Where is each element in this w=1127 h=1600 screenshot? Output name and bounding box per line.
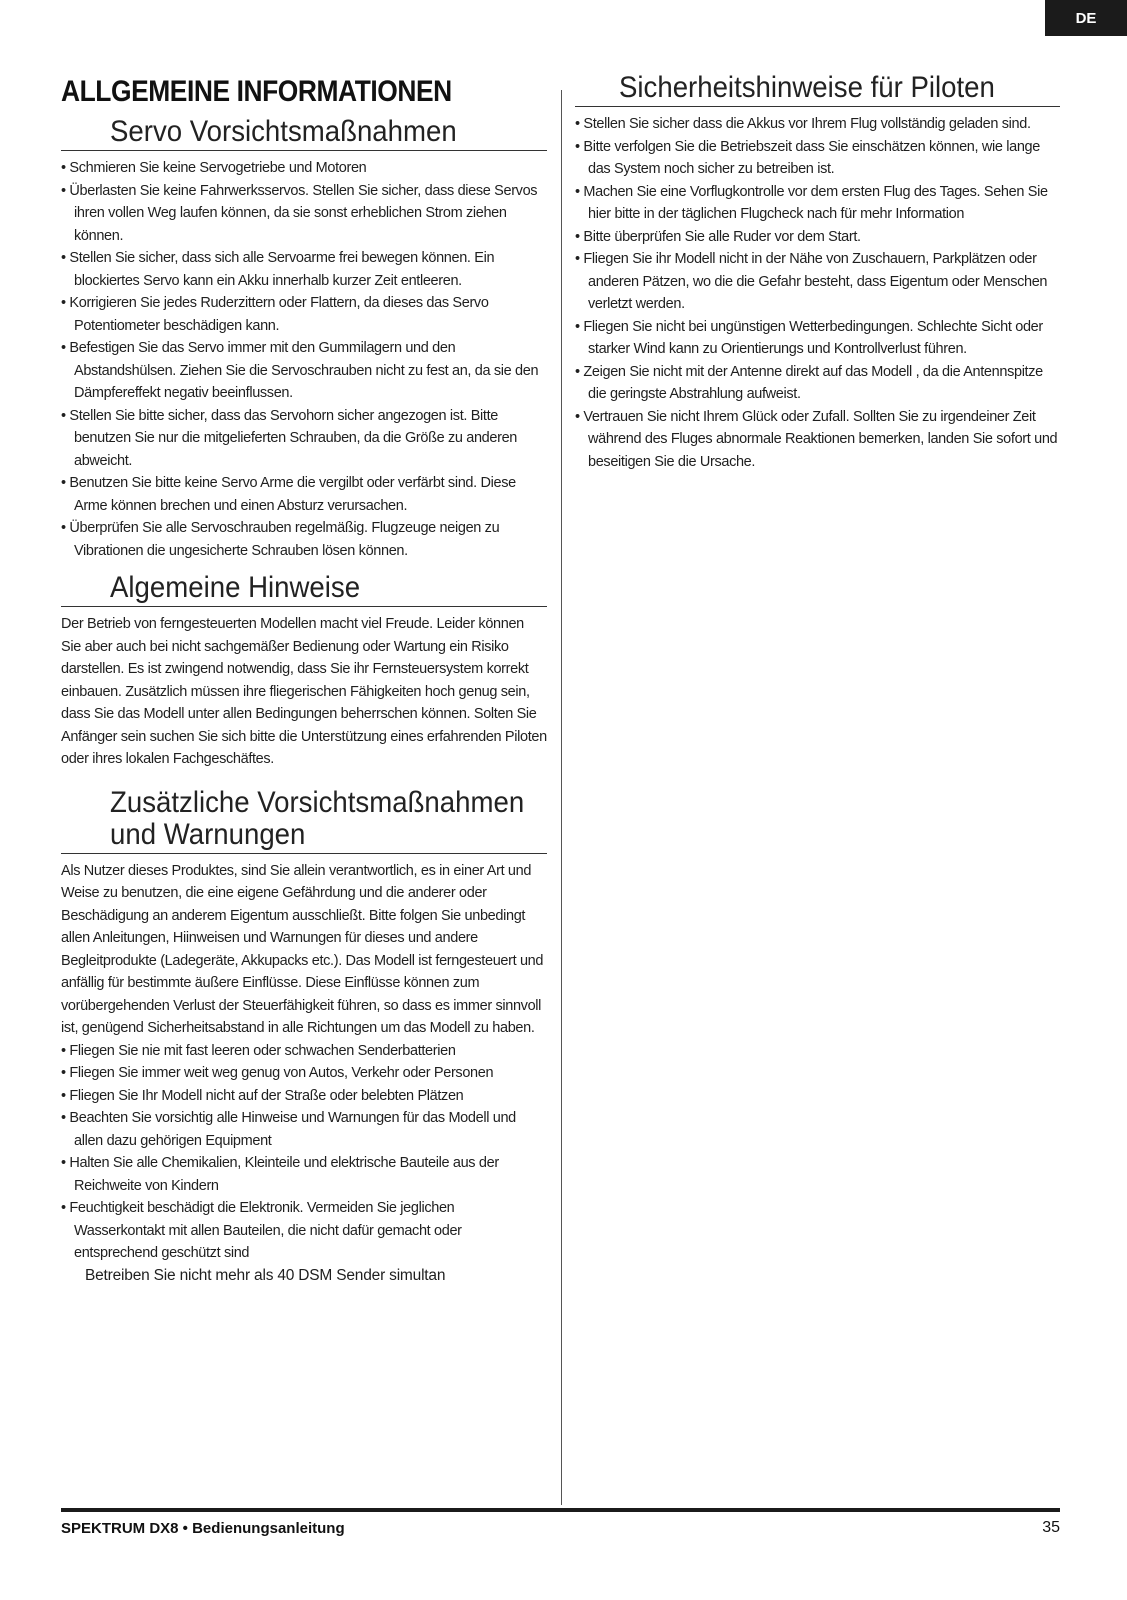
list-item: • Fliegen Sie immer weit weg genug von Autos, Verkehr oder Personen xyxy=(61,1062,547,1085)
pilots-section-title: Sicherheitshinweise für Piloten xyxy=(575,72,1060,107)
list-item: • Beachten Sie vorsichtig alle Hinweise und Warnungen für das Modell und allen dazu gehörigen Equipment xyxy=(61,1107,547,1152)
servo-list xyxy=(61,157,547,562)
general-section-title: Algemeine Hinweise xyxy=(61,572,547,607)
right-column xyxy=(575,72,1060,473)
footer-title: SPEKTRUM DX8 • Bedienungsanleitung xyxy=(61,1520,345,1537)
list-item: • Zeigen Sie nicht mit der Antenne direkt auf das Modell , da die Antennspitze die geringste Abstrahlung aufweist. xyxy=(575,361,1060,406)
additional-list xyxy=(61,1040,547,1265)
footer-rule xyxy=(61,1508,1060,1512)
list-item: • Stellen Sie bitte sicher, dass das Servohorn sicher angezogen ist. Bitte benutzen Sie nur die mitgelieferten Schrauben, da die Größe zu anderen abweicht. xyxy=(61,405,547,473)
list-item: • Feuchtigkeit beschädigt die Elektronik. Vermeiden Sie jeglichen Wasserkontakt mit allen Bauteilen, die nicht dafür gemacht oder entsprechend geschützt sind xyxy=(61,1197,547,1265)
list-item: • Bitte verfolgen Sie die Betriebszeit dass Sie einschätzen können, wie lange das System noch sicher zu betreiben ist. xyxy=(575,136,1060,181)
dsm-note: Betreiben Sie nicht mehr als 40 DSM Sender simultan xyxy=(85,1266,446,1284)
list-item: • Schmieren Sie keine Servogetriebe und Motoren xyxy=(61,157,547,180)
list-item: • Überprüfen Sie alle Servoschrauben regelmäßig. Flugzeuge neigen zu Vibrationen die ungesicherte Schrauben lösen können. xyxy=(61,517,547,562)
pilots-list xyxy=(575,113,1060,473)
language-tab: DE xyxy=(1045,0,1127,36)
column-divider xyxy=(561,90,562,1505)
additional-paragraph: Als Nutzer dieses Produktes, sind Sie allein verantwortlich, es in einer Art und Weise zu benutzen, die eine eigene Gefährdung und die anderer oder Beschädigung an anderem Eigentum ausschließt. Bitte folgen Sie unbedingt allen Anleitungen, Hiinweisen und Warnungen für dieses und andere Begleitprodukte (Ladegeräte, Akkupacks etc.). Das Modell ist ferngesteuert und anfällig für bestimmte äußere Einflüsse. Diese Einflüsse können zum vorübergehenden Verlust der Steuerfähigkeit führen, so dass es immer sinnvoll ist, genügend Sicherheitsabstand in alle Richtungen um das Modell zu haben. xyxy=(61,862,544,1036)
general-paragraph: Der Betrieb von ferngesteuerten Modellen macht viel Freude. Leider können Sie aber auch bei nicht sachgemäßer Bedienung oder Wartung ein Risiko darstellen. Es ist zwingend notwendig, dass Sie ihr Fernsteuersystem korrekt einbauen. Zusätzlich müssen ihre fliegerischen Fähigkeiten hoch genug sein, dass Sie das Modell unter allen Bedingungen beherrschen können. Solten Sie Anfänger sein suchen Sie sich bitte die Unterstützung eines erfahrenden Piloten oder ihres lokalen Fachgeschäftes. xyxy=(61,616,547,767)
list-item: • Bitte überprüfen Sie alle Ruder vor dem Start. xyxy=(575,226,1060,249)
list-item: • Stellen Sie sicher dass die Akkus vor Ihrem Flug vollständig geladen sind. xyxy=(575,113,1060,136)
list-item: • Halten Sie alle Chemikalien, Kleinteile und elektrische Bauteile aus der Reichweite von Kindern xyxy=(61,1152,547,1197)
list-item: • Benutzen Sie bitte keine Servo Arme die vergilbt oder verfärbt sind. Diese Arme können brechen und einen Absturz verursachen. xyxy=(61,472,547,517)
list-item: • Machen Sie eine Vorflugkontrolle vor dem ersten Flug des Tages. Sehen Sie hier bitte in der täglichen Flugcheck nach für mehr Information xyxy=(575,181,1060,226)
list-item: • Fliegen Sie nie mit fast leeren oder schwachen Senderbatterien xyxy=(61,1040,547,1063)
list-item: • Fliegen Sie Ihr Modell nicht auf der Straße oder belebten Plätzen xyxy=(61,1085,547,1108)
list-item: • Korrigieren Sie jedes Ruderzittern oder Flattern, da dieses das Servo Potentiometer beschädigen kann. xyxy=(61,292,547,337)
additional-section-title: Zusätzliche Vorsichtsmaßnahmen und Warnungen xyxy=(61,787,547,854)
page-number: 35 xyxy=(1042,1519,1060,1536)
servo-section-title: Servo Vorsichtsmaßnahmen xyxy=(61,116,547,151)
list-item: • Überlasten Sie keine Fahrwerksservos. Stellen Sie sicher, dass diese Servos ihren vollen Weg laufen können, da sie sonst erheblichen Strom ziehen können. xyxy=(61,180,547,248)
list-item: • Fliegen Sie ihr Modell nicht in der Nähe von Zuschauern, Parkplätzen oder anderen Pätzen, wo die die Gefahr besteht, dass Eigentum oder Menschen verletzt werden. xyxy=(575,248,1060,316)
left-column xyxy=(61,72,547,1287)
list-item: • Vertrauen Sie nicht Ihrem Glück oder Zufall. Sollten Sie zu irgendeiner Zeit während des Fluges abnormale Reaktionen bemerken, landen Sie sofort und beseitigen Sie die Ursache. xyxy=(575,406,1060,474)
page-title: ALLGEMEINE INFORMATIONEN xyxy=(61,75,452,108)
list-item: • Stellen Sie sicher, dass sich alle Servoarme frei bewegen können. Ein blockiertes Servo kann ein Akku innerhalb kurzer Zeit entleeren. xyxy=(61,247,547,292)
list-item: • Befestigen Sie das Servo immer mit den Gummilagern und den Abstandshülsen. Ziehen Sie die Servoschrauben nicht zu fest an, da sie den Dämpfereffekt negativ beeinflussen. xyxy=(61,337,547,405)
list-item: • Fliegen Sie nicht bei ungünstigen Wetterbedingungen. Schlechte Sicht oder starker Wind kann zu Orientierungs und Kontrollverlust führen. xyxy=(575,316,1060,361)
